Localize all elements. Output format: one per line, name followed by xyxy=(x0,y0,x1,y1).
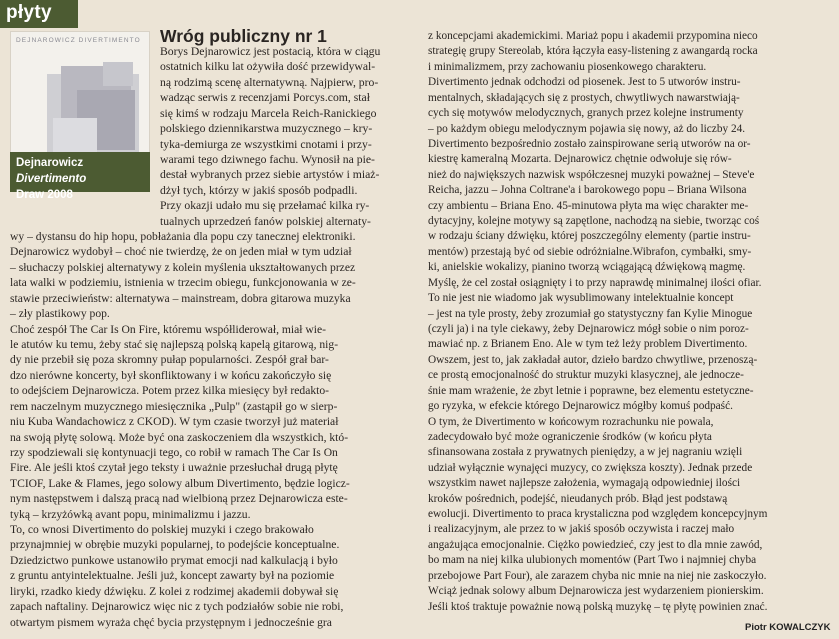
article-line: stawie przeciwieństw: alternatywa – mainstream, dobra gitarowa muzyka xyxy=(10,291,351,305)
caption-label-year: Draw 2008 xyxy=(16,189,73,201)
article-line: cych się motywów melodycznych, granych przez kolejne instrumenty xyxy=(428,107,744,120)
article-line: się kimś w rodzaju Marcela Reich-Ranickiego xyxy=(160,106,377,120)
article-line: ce prostą emocjonalność do struktur muzyki klasycznej, ale jednocze- xyxy=(428,369,744,382)
article-line: w rodzaju ściany dźwięku, której poszczególny elementy (partie instru- xyxy=(428,230,751,243)
article-line: otwartym pismem wyraża chęć bycia przystępnym i jednocześnie gra xyxy=(10,615,332,629)
article-line: mawiać np. z Brianem Eno. Ale w tym też leży problem Divertimento. xyxy=(428,338,748,351)
article-line: angażująca emocjonalnie. Ciężko powiedzieć, czy jest to dla mnie zawód, xyxy=(428,538,763,551)
article-line: sfinansowana została z prywatnych pieniędzy, a w jej nagraniu wzięli xyxy=(428,446,743,459)
article-line: strategię grupy Stereolab, która łączyła easy-listening z awangardą rocka xyxy=(428,45,758,58)
article-line: dytacyjny, kolejne motywy są zapętlone, nachodzą na siebie, tworząc coś xyxy=(428,215,760,228)
article-line: Dziedzictwo punkowe ustanowiło prymat emocji nad kalkulacją i było xyxy=(10,553,338,567)
article-line: O tym, że Divertimento w końcowym rozrachunku nie powala, xyxy=(428,415,714,428)
article-line: warami tego dziwnego fachu. Wynosił na pie- xyxy=(160,152,375,166)
article-line: – zły plastikowy pop. xyxy=(10,307,110,321)
article-line: przynajmniej w obrębie muzyki popularnej, to podejście konceptualne. xyxy=(10,538,340,552)
article-line: kroków pośrednich, podejść, nieudanych prób. Błąd jest podstawą xyxy=(428,492,728,505)
article-line: ki, anielskie wokalizy, pianino tworzą wciągającą dźwiękową magmę. xyxy=(428,261,746,274)
article-line: tualnych uprzedzeń fanów polskiej alternaty- xyxy=(160,214,371,228)
article-line: To nie jest nie wiadomo jak wysublimowany intelektualnie koncept xyxy=(428,292,734,305)
article-line: niu Kuba Wandachowicz z CKOD). W tym czasie tworzył już materiał xyxy=(10,415,339,429)
section-label: płyty xyxy=(0,0,78,28)
article-line: Divertimento bezpośrednio zostało zainspirowane serią utworów na or- xyxy=(428,137,751,150)
article-line: i realizacyjnym, ale przez to w jakiś sposób oczywista i raczej mało xyxy=(428,523,735,536)
article-line: to odejściem Dejnarowicza. Potem przez kilka miesięcy był redakto- xyxy=(10,384,330,398)
article-line: dżył tych, którzy w jakiś sposób podpadli. xyxy=(160,183,358,197)
article-line: Wciąż jednak solowy album Dejnarowicza jest wydarzeniem pionierskim. xyxy=(428,585,764,598)
article-line: Jeśli ktoś traktuje poważnie nową polską muzykę – tę płytę powinien znać. xyxy=(428,600,768,613)
article-line: ną rodzimą scenę alternatywną. Najpierw, pro- xyxy=(160,75,379,89)
article-line: go ryzyka, w efekcie którego Dejnarowicz mógłby komuś podpaść. xyxy=(428,400,733,413)
article-line: – słuchaczy polskiej alternatywy z kolein myślenia ukształtowanych przez xyxy=(10,260,356,274)
article-line: – jest na tyle prosty, żeby zrozumiał go statystyczny fan Kylie Minogue xyxy=(428,307,753,320)
article-line: Choć zespół The Car Is On Fire, któremu współliderował, miał wie- xyxy=(10,322,326,336)
article-line: kiestrę kameralną Mozarta. Dejnarowicz chętnie odwołuje się rów- xyxy=(428,153,732,166)
article-line: wy – dystansu do hip hopu, pobłażania dla popu czy tanecznej elektroniki. xyxy=(10,230,356,244)
article-line: Myślę, że cel został osiągnięty i to przy naprawdę minimalnej ilości ofiar. xyxy=(428,276,762,289)
article-line: Fire. Ale jeśli ktoś czytał jego teksty i uważnie przesłuchał drugą płytę xyxy=(10,461,338,475)
article-line: śnie mam wrażenie, że zbyt letnie i poprawne, bez elementu estetyczne- xyxy=(428,384,754,397)
article-line: ostatnich kilku lat ożywiła dość przewidywal- xyxy=(160,60,376,74)
caption-album: Divertimento xyxy=(16,173,87,185)
article-line: dy nie przebił się poza skromny pułap popularności. Zespół grał bar- xyxy=(10,353,329,367)
article-line: (czyli ja) i na tyle ciekawy, żeby Dejnarowicz mógł sobie o nim poroz- xyxy=(428,322,749,335)
album-caption xyxy=(10,152,150,201)
article-line: nież do największych nazwisk współczesnej muzyki poważnej – Steve'e xyxy=(428,168,755,181)
article-line: Reicha, jazzu – Johna Coltrane'a i barokowego popu – Briana Wilsona xyxy=(428,184,747,197)
article-line: Przy okazji udało mu się przełamać kilka ry- xyxy=(160,199,370,213)
article-line: tyką – krzyżówką avant popu, minimalizmu i jazzu. xyxy=(10,507,251,521)
cover-art xyxy=(11,32,150,161)
author-byline: Piotr KOWALCZYK xyxy=(745,622,831,633)
article-line: i minimalizmem, przy zachowaniu piosenkowego charakteru. xyxy=(428,60,707,73)
article-line: tyka-demiurga ze wszystkimi cnotami i przy- xyxy=(160,137,372,151)
article-line: Borys Dejnarowicz jest postacią, która w ciągu xyxy=(160,45,381,58)
article-line: – po każdym obiegu melodycznym pojawia się nowy, aż do liczby 24. xyxy=(428,122,746,135)
article-line: Owszem, jest to, jak zakładał autor, dzieło bardzo chwytliwe, przenoszą- xyxy=(428,353,758,366)
article-line: zadecydowało być może ograniczenie środków (w końcu płyta xyxy=(428,430,712,443)
article-line: le atutów ku temu, żeby stać się najlepszą polską kapelą gitarową, nig- xyxy=(10,337,339,351)
article-line: ewolucji. Divertimento to praca krystaliczna pod względem koncepcyjnym xyxy=(428,508,768,521)
article-line: lata walki w podziemiu, istnienia w trzecim obiegu, funkcjonowania w ze- xyxy=(10,276,356,290)
article-line: zapach naftaliny. Dejnarowicz więc nic z tych podziałów sobie nie robi, xyxy=(10,600,344,614)
article-line: polskiego dziennikarstwa muzycznego – kry- xyxy=(160,122,373,136)
article-line: czy ambientu – Briana Eno. 45-minutowa płyta ma więc charakter me- xyxy=(428,199,749,212)
article-line: mentalnych, składających się z prostych, chwytliwych nawarstwiają- xyxy=(428,91,740,104)
article-line: nym następstwem i dalszą pracą nad wielbioną przez Dejnarowicza este- xyxy=(10,492,348,506)
article-line: Divertimento jednak odchodzi od piosenek. Jest to 5 utworów instru- xyxy=(428,76,741,89)
caption-artist: Dejnarowicz xyxy=(16,157,84,169)
article-line: wszystkim nawet najlepsze założenia, wymagają odpowiedniej ilości xyxy=(428,477,741,490)
article-line: na swoją płytę solową. Może być ona zaskoczeniem dla wszystkich, któ- xyxy=(10,430,349,444)
article-line: z koncepcjami akademickimi. Mariaż popu i akademii przypomina nieco xyxy=(428,30,758,42)
article-headline: Wróg publiczny nr 1 xyxy=(160,26,327,46)
album-cover xyxy=(10,31,150,161)
cover-title: DEJNAROWICZ DIVERTIMENTO xyxy=(16,37,141,44)
article-line: bo mam na niej kilka ulubionych momentów (Part Two i najmniej chyba xyxy=(428,554,757,567)
article-line: mentów) przestają być od siebie odróżnialne.Wibrafon, cymbałki, smy- xyxy=(428,245,752,258)
article-line: udział wyłącznie wynajęci muzycy, co zwiększa koszty). Jednak przede xyxy=(428,461,753,474)
article-line: przebojowe Part Four), ale zarazem chyba nic mnie na niej nie zaskoczyło. xyxy=(428,569,767,582)
article-line: liryki, rzadko kiedy dźwięku. Z kolei z rodzimej akademii dobywał się xyxy=(10,584,339,598)
article-line: TCIOF, Lake & Flames, jego solowy album Divertimento, będzie logicz- xyxy=(10,476,350,490)
article-line: rzy spodziewali się kontynuacji tego, co robił w ramach The Car Is On xyxy=(10,445,338,459)
article-line: To, co wnosi Divertimento do polskiej muzyki i czego brakowało xyxy=(10,523,314,537)
article-line: dzo nierówne koncerty, był skonfliktowany i w końcu zakończyło się xyxy=(10,368,332,382)
article-line: destał wybranych przez siebie artystów i miaż- xyxy=(160,168,380,182)
article-line: Dejnarowicz wydobył – choć nie twierdzę, że on jeden miał w tym udział xyxy=(10,245,352,259)
article-line: rem naczelnym muzycznego miesięcznika „Pulp" (zastąpił go w sierp- xyxy=(10,399,338,413)
article-line: z gruntu antyintelektualne. Jeśli już, koncept zawarty był na poziomie xyxy=(10,569,335,583)
article-line: wadząc serwis z recenzjami Porcys.com, stał xyxy=(160,91,370,105)
